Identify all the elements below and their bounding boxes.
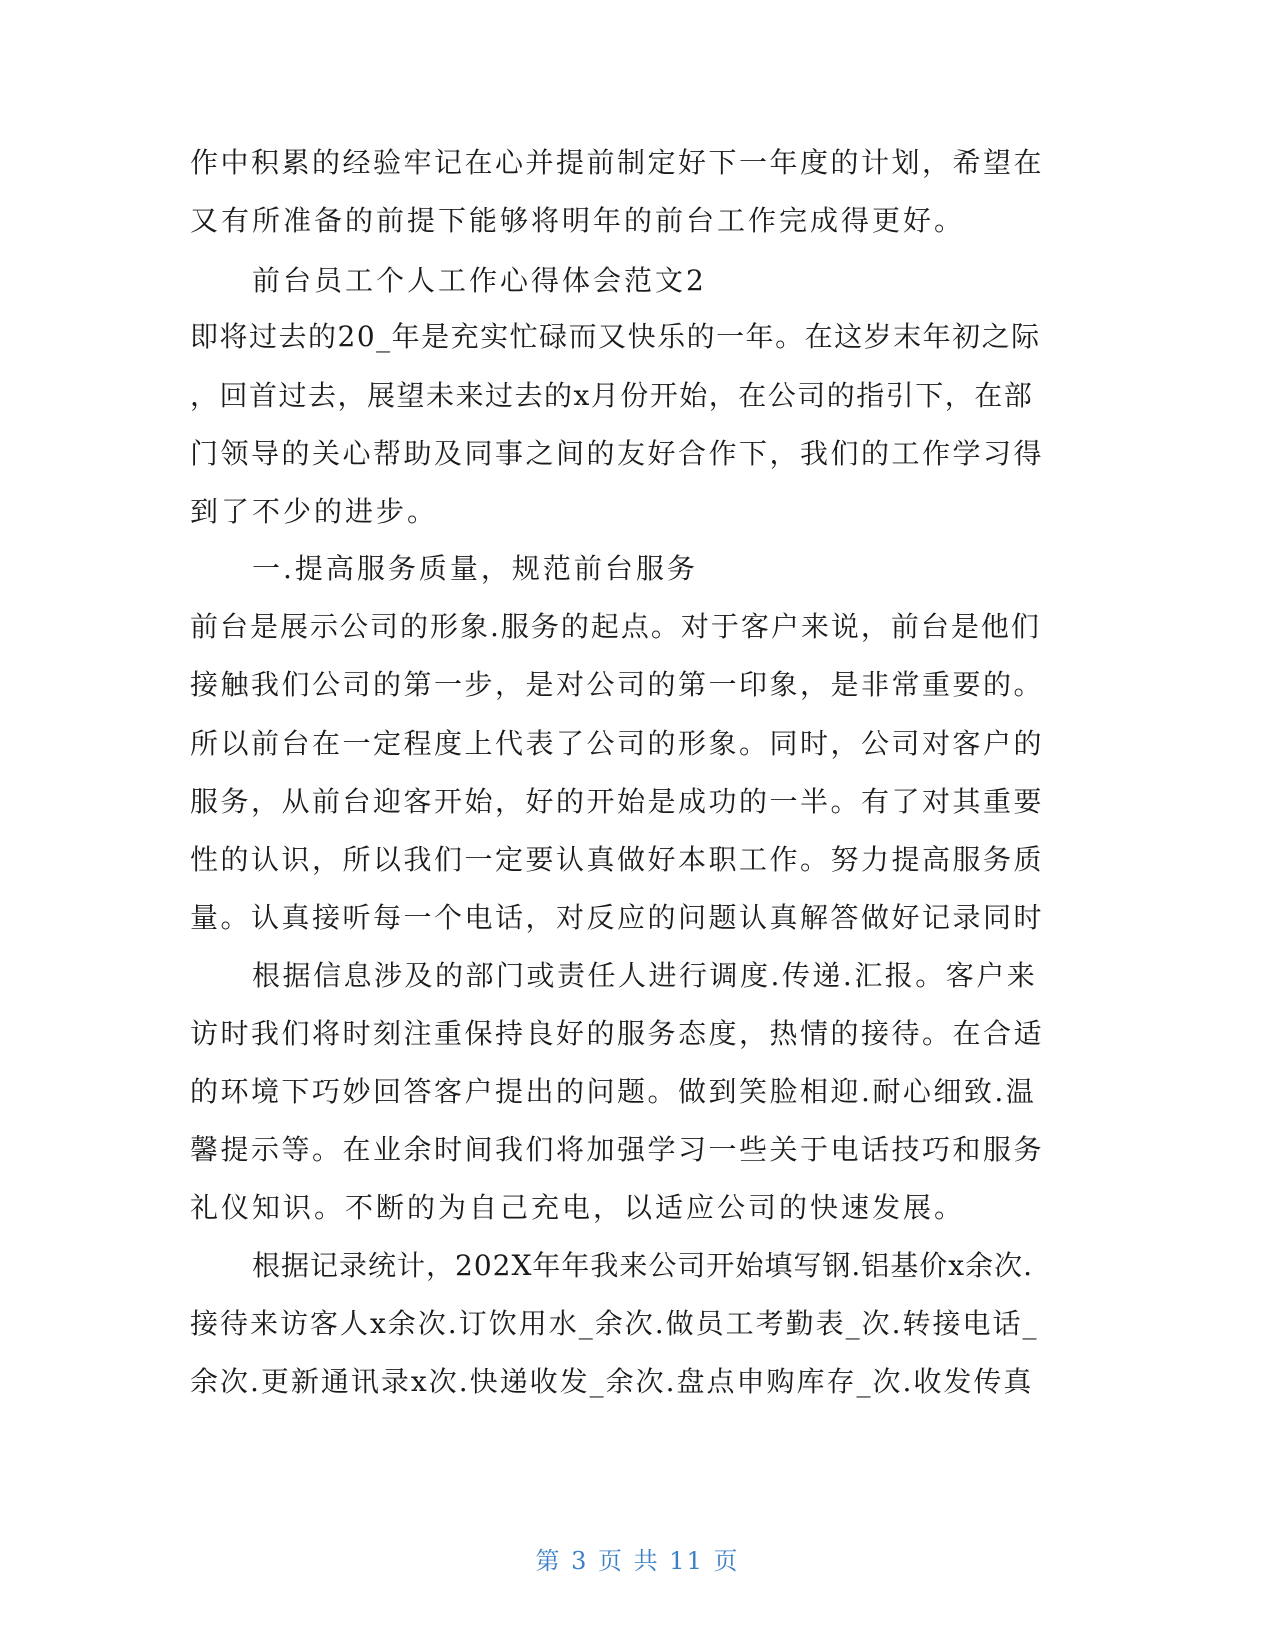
- text-line: 根据信息涉及的部门或责任人进行调度.传递.汇报。客户来: [252, 959, 1038, 992]
- text-line: 访时我们将时刻注重保持良好的服务态度，热情的接待。在合适: [190, 1017, 1045, 1050]
- text-line: 所以前台在一定程度上代表了公司的形象。同时，公司对客户的: [190, 727, 1045, 760]
- text-line: 前台是展示公司的形象.服务的起点。对于客户来说，前台是他们: [190, 610, 1041, 643]
- text-line: 礼仪知识。不断的为自己充电，以适应公司的快速发展。: [190, 1191, 966, 1224]
- text-line: 作中积累的经验牢记在心并提前制定好下一年度的计划，希望在: [190, 146, 1045, 179]
- text-line: 性的认识，所以我们一定要认真做好本职工作。努力提高服务质: [190, 843, 1045, 876]
- section-heading: 一.提高服务质量，规范前台服务: [252, 552, 698, 585]
- text-line: 的环境下巧妙回答客户提出的问题。做到笑脸相迎.耐心细致.温: [190, 1075, 1037, 1108]
- text-line: 即将过去的20_年是充实忙碌而又快乐的一年。在这岁末年初之际: [190, 320, 1041, 353]
- text-line: 量。认真接听每一个电话，对反应的问题认真解答做好记录同时: [190, 901, 1045, 934]
- section-heading: 前台员工个人工作心得体会范文2: [252, 264, 707, 297]
- text-line: 服务，从前台迎客开始，好的开始是成功的一半。有了对其重要: [190, 785, 1045, 818]
- text-line: ，回首过去，展望未来过去的x月份开始，在公司的指引下，在部: [190, 379, 1034, 412]
- text-line: 接待来访客人x余次.订饮用水_余次.做员工考勤表_次.转接电话_: [190, 1307, 1039, 1340]
- text-line: 根据记录统计，202X年年我来公司开始填写钢.铝基价x余次.: [252, 1249, 1033, 1282]
- page-number-footer: 第 3 页 共 11 页: [535, 1547, 740, 1575]
- text-line: 门领导的关心帮助及同事之间的友好合作下，我们的工作学习得: [190, 437, 1045, 470]
- text-line: 到了不少的进步。: [190, 495, 439, 528]
- text-line: 又有所准备的前提下能够将明年的前台工作完成得更好。: [190, 204, 966, 237]
- text-line: 馨提示等。在业余时间我们将加强学习一些关于电话技巧和服务: [190, 1133, 1045, 1166]
- text-line: 接触我们公司的第一步，是对公司的第一印象，是非常重要的。: [190, 668, 1045, 701]
- text-line: 余次.更新通讯录x次.快递收发_余次.盘点申购库存_次.收发传真: [190, 1365, 1034, 1398]
